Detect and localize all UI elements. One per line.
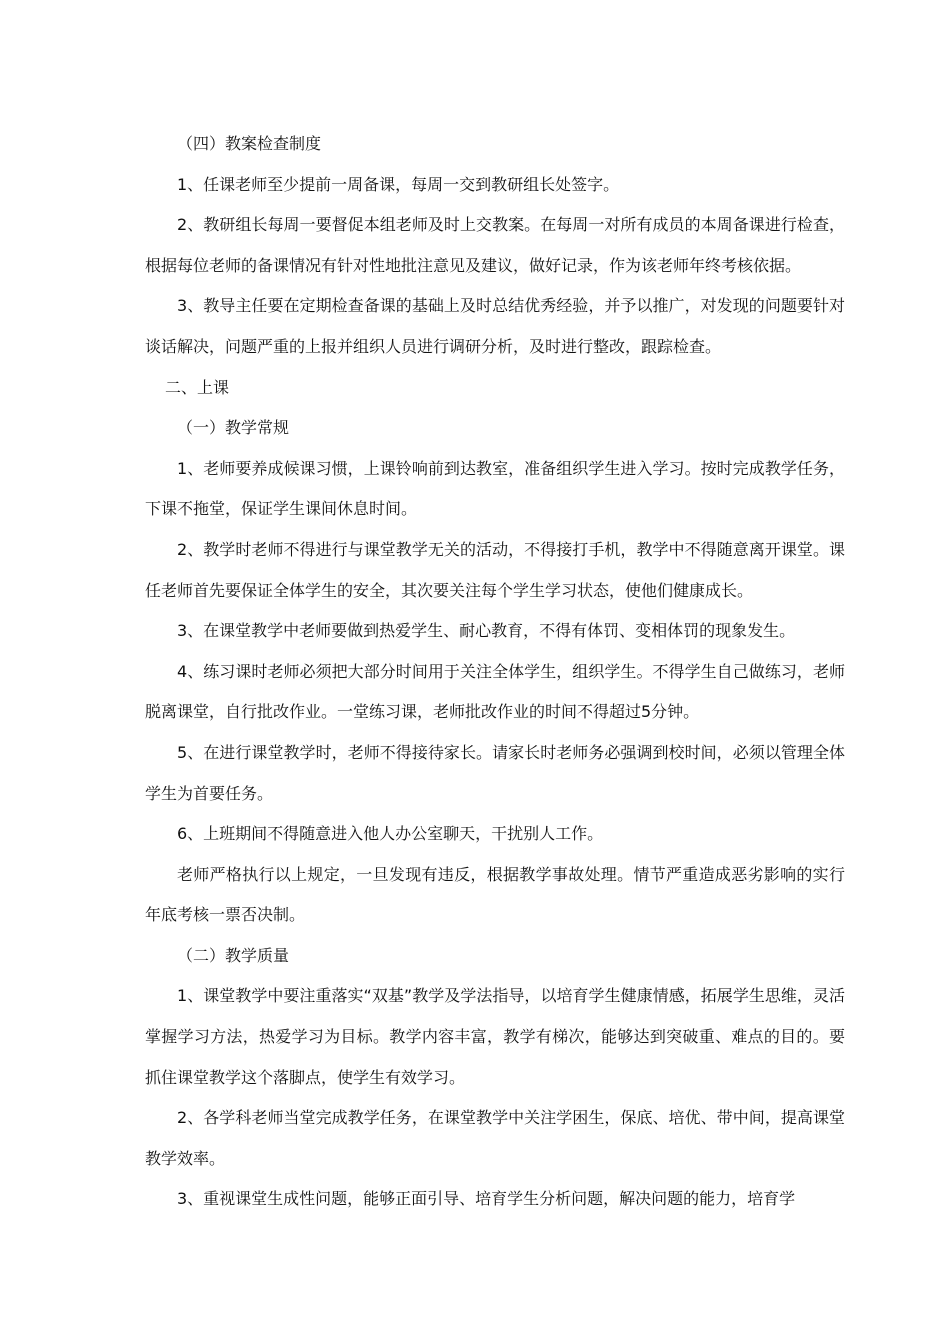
section-heading-teaching-routine: （一）教学常规 xyxy=(177,418,290,438)
paragraph: 老师严格执行以上规定，一旦发现有违反，根据教学事故处理。情节严重造成恶劣影响的实行年底考核一票否决制。 xyxy=(145,864,845,925)
paragraph: 2、各学科老师当堂完成教学任务，在课堂教学中关注学困生，保底、培优、带中间，提高课堂教学效率。 xyxy=(145,1108,845,1168)
paragraph: 5、在进行课堂教学时，老师不得接待家长。请家长时老师务必强调到校时间，必须以管理全体学生为首要任务。 xyxy=(145,742,845,803)
paragraph: 2、教学时老师不得进行与课堂教学无关的活动，不得接打手机，教学中不得随意离开课堂。课任老师首先要保证全体学生的安全，其次要关注每个学生学习状态，使他们健康成长。 xyxy=(145,539,845,600)
section-heading-lesson-plan-check: （四）教案检查制度 xyxy=(177,134,322,153)
section-heading-class: 二、上课 xyxy=(165,377,230,397)
paragraph: 3、重视课堂生成性问题，能够正面引导、培育学生分析问题，解决问题的能力，培育学 xyxy=(177,1189,796,1209)
paragraph: 1、任课老师至少提前一周备课，每周一交到教研组长处签字。 xyxy=(177,174,620,194)
paragraph: 1、老师要养成候课习惯，上课铃响前到达教室，准备组织学生进入学习。按时完成教学任务，下课不拖堂，保证学生课间休息时间。 xyxy=(145,458,845,519)
document-body xyxy=(145,124,845,1220)
paragraph: 3、教导主任要在定期检查备课的基础上及时总结优秀经验，并予以推广，对发现的问题要针对谈话解决，问题严重的上报并组织人员进行调研分析，及时进行整改，跟踪检查。 xyxy=(145,296,845,356)
paragraph: 4、练习课时老师必须把大部分时间用于关注全体学生，组织学生。不得学生自己做练习，老师脱离课堂，自行批改作业。一堂练习课，老师批改作业的时间不得超过5分钟。 xyxy=(145,661,845,722)
paragraph: 6、上班期间不得随意进入他人办公室聊天，干扰别人工作。 xyxy=(177,824,604,844)
section-heading-teaching-quality: （二）教学质量 xyxy=(177,945,290,965)
paragraph: 1、课堂教学中要注重落实“双基”教学及学法指导，以培育学生健康情感，拓展学生思维，灵活掌握学习方法，热爱学习为目标。教学内容丰富，教学有梯次，能够达到突破重、难点的目的。要抓住课堂教学这个落脚点，使学生有效学习。 xyxy=(145,986,845,1087)
paragraph: 3、在课堂教学中老师要做到热爱学生、耐心教育，不得有体罚、变相体罚的现象发生。 xyxy=(177,621,796,641)
paragraph: 2、教研组长每周一要督促本组老师及时上交教案。在每周一对所有成员的本周备课进行检查，根据每位老师的备课情况有针对性地批注意见及建议，做好记录，作为该老师年终考核依据。 xyxy=(145,215,845,275)
